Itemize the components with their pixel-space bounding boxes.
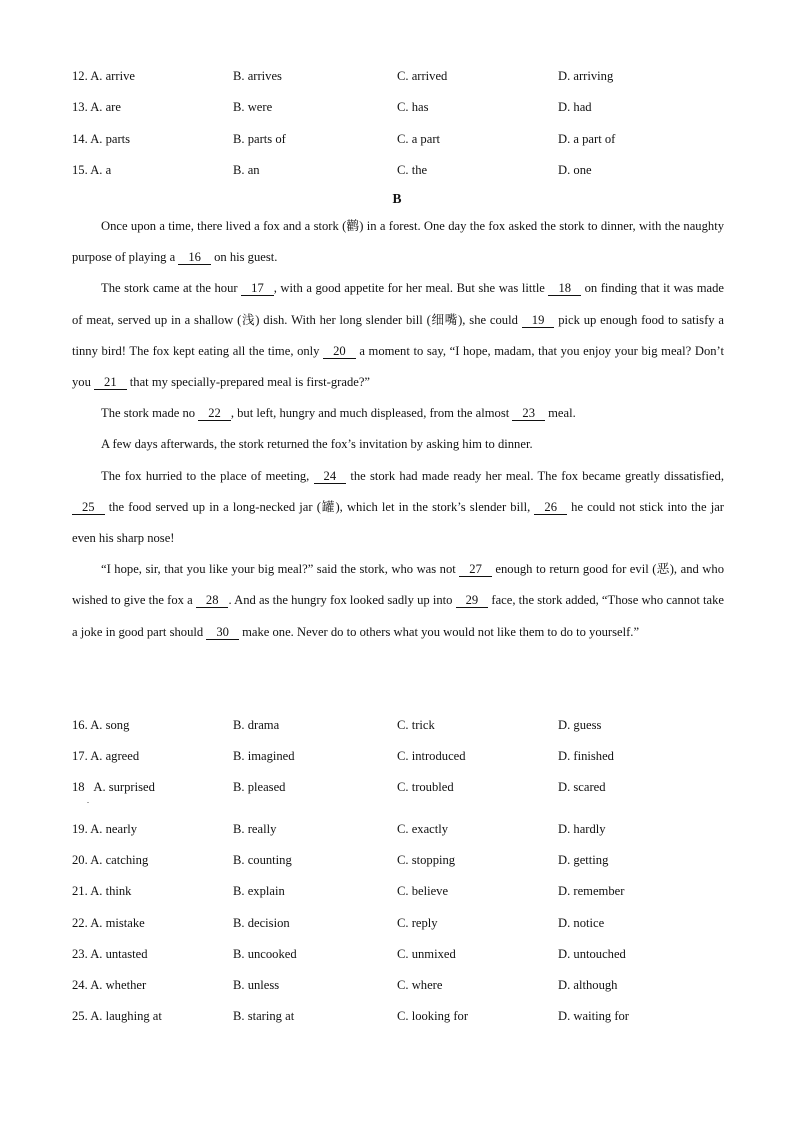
option-b: B. really <box>233 822 277 836</box>
option-c: C. trick <box>397 718 435 732</box>
option-a: 17. A. agreed <box>72 749 140 763</box>
passage-text: “I hope, sir, that you like your big meal?” said the stork, who was not <box>101 562 460 577</box>
blank-19: 19 <box>522 313 555 328</box>
blank-24: 24 <box>314 469 347 484</box>
option-b: B. an <box>233 163 260 177</box>
paragraph-4 <box>72 429 724 460</box>
option-c: C. where <box>397 978 443 992</box>
paragraph-6 <box>72 554 724 648</box>
option-d: D. notice <box>558 916 605 930</box>
passage-text: Once upon a time, there lived a fox and a stork (鹳) in a forest. One day the fox asked the stork to dinner, with the naughty purpose of playing a <box>72 219 724 265</box>
option-row-24 <box>72 975 732 995</box>
blank-26: 26 <box>534 500 567 515</box>
option-b: B. decision <box>233 916 290 930</box>
passage-text: on his guest. <box>210 250 278 265</box>
passage-text: that my specially-prepared meal is first-grade?” <box>126 375 371 390</box>
option-a: 18 A. surprised <box>72 780 155 794</box>
passage-text: meal. <box>544 406 576 421</box>
option-d: D. waiting for <box>558 1009 629 1023</box>
option-b: B. uncooked <box>233 947 297 961</box>
option-c: C. reply <box>397 916 438 930</box>
option-a: 15. A. a <box>72 163 112 177</box>
passage-text: pick up enough food to satisfy a tinny bird! The fox kept eating all the time, only <box>72 312 724 358</box>
blank-20: 20 <box>323 344 356 359</box>
option-a: 21. A. think <box>72 884 132 898</box>
passage-text: The stork came at the hour <box>101 281 242 296</box>
option-row-22 <box>72 913 732 933</box>
option-c: C. a part <box>397 132 441 146</box>
option-d: D. remember <box>558 884 625 898</box>
blank-27: 27 <box>459 562 492 577</box>
option-d: D. guess <box>558 718 602 732</box>
option-row-25 <box>72 1006 732 1026</box>
option-a: 12. A. arrive <box>72 69 135 83</box>
option-a: 13. A. are <box>72 100 121 114</box>
passage-text: he could not stick into the jar even his sharp nose! <box>72 499 724 546</box>
option-a: 19. A. nearly <box>72 822 138 836</box>
option-d: D. arriving <box>558 69 614 83</box>
blank-28: 28 <box>196 593 229 608</box>
option-row-15 <box>72 160 732 180</box>
passage-text: face, the stork added, “Those who cannot take a joke in good part should <box>72 593 725 639</box>
option-row-16 <box>72 715 732 735</box>
option-d: D. scared <box>558 780 606 794</box>
passage-text: The fox hurried to the place of meeting, <box>101 468 314 483</box>
option-row-17 <box>72 746 732 766</box>
option-c: C. unmixed <box>397 947 456 961</box>
option-c: C. stopping <box>397 853 456 867</box>
option-b: B. explain <box>233 884 285 898</box>
blank-30: 30 <box>206 625 239 640</box>
option-row-23 <box>72 944 732 964</box>
option-c: C. exactly <box>397 822 449 836</box>
option-b: B. unless <box>233 978 280 992</box>
passage-text: The stork made no <box>101 406 199 421</box>
option-row-18 <box>72 777 732 797</box>
option-b: B. staring at <box>233 1009 295 1023</box>
option-b: B. parts of <box>233 132 286 146</box>
option-a: 22. A. mistake <box>72 916 145 930</box>
option-c: C. the <box>397 163 428 177</box>
option-d: D. a part of <box>558 132 616 146</box>
blank-21: 21 <box>94 375 127 390</box>
option-d: D. one <box>558 163 592 177</box>
paragraph-5 <box>72 461 724 555</box>
option-a: 23. A. untasted <box>72 947 148 961</box>
option-d: D. hardly <box>558 822 606 836</box>
passage-text: . And as the hungry fox looked sadly up into <box>228 593 456 608</box>
option-b: B. imagined <box>233 749 295 763</box>
blank-17: 17 <box>241 281 274 296</box>
option-a: 14. A. parts <box>72 132 131 146</box>
passage-text: make one. Never do to others what you would not like them to do to yourself.” <box>238 624 640 639</box>
option-c: C. arrived <box>397 69 448 83</box>
option-c: C. looking for <box>397 1009 469 1023</box>
option-c: C. believe <box>397 884 449 898</box>
blank-16: 16 <box>178 250 211 265</box>
option-a: 16. A. song <box>72 718 130 732</box>
blank-25: 25 <box>72 500 105 515</box>
option-c: C. has <box>397 100 429 114</box>
paragraph-1 <box>72 211 724 273</box>
option-d: D. getting <box>558 853 609 867</box>
option-a: 25. A. laughing at <box>72 1009 162 1023</box>
blank-22: 22 <box>198 406 231 421</box>
option-row-21 <box>72 881 732 901</box>
option-d: D. finished <box>558 749 614 763</box>
option-row-19 <box>72 819 732 839</box>
section-title: B <box>392 191 402 206</box>
paragraph-3 <box>72 398 724 429</box>
passage-text: A few days afterwards, the stork returned the fox’s invitation by asking him to dinner. <box>101 437 533 452</box>
option-b: B. were <box>233 100 273 114</box>
option-row-12 <box>72 66 732 86</box>
option-b: B. counting <box>233 853 292 867</box>
option-c: C. introduced <box>397 749 466 763</box>
option-d: D. untouched <box>558 947 626 961</box>
option-d: D. although <box>558 978 618 992</box>
option-row-13 <box>72 97 732 117</box>
passage-text: the stork had made ready her meal. The fox became greatly dissatisfied, <box>346 468 724 483</box>
option-a: 24. A. whether <box>72 978 147 992</box>
blank-18: 18 <box>548 281 581 296</box>
passage-text: enough to return good for evil (恶), and who wished to give the fox a <box>72 562 724 608</box>
reading-passage <box>72 211 724 648</box>
passage-text: , but left, hungry and much displeased, from the almost <box>230 406 513 421</box>
option-b: B. pleased <box>233 780 286 794</box>
blank-23: 23 <box>512 406 545 421</box>
passage-text: a moment to say, “I hope, madam, that you enjoy your big meal? Don’t you <box>72 343 724 390</box>
passage-text: on finding that it was made of meat, served up in a shallow (浅) dish. With her long slender bill (细嘴), she could <box>72 281 725 327</box>
passage-text: , with a good appetite for her meal. But she was little <box>273 281 549 296</box>
stray-dot-mark: . <box>87 796 89 805</box>
option-b: B. drama <box>233 718 280 732</box>
option-row-14 <box>72 129 732 149</box>
option-row-20 <box>72 850 732 870</box>
option-a: 20. A. catching <box>72 853 149 867</box>
option-b: B. arrives <box>233 69 282 83</box>
option-c: C. troubled <box>397 780 454 794</box>
paragraph-2 <box>72 273 724 398</box>
option-d: D. had <box>558 100 592 114</box>
passage-text: the food served up in a long-necked jar (罐), which let in the stork’s slender bill, <box>104 499 535 514</box>
blank-29: 29 <box>456 593 489 608</box>
